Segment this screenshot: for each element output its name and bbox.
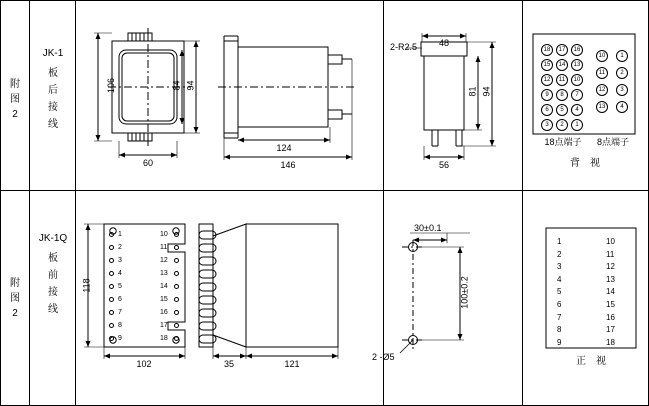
row1-dim-81: 81 [467,86,478,97]
terminal-circle: 2 [616,67,628,79]
row1-dim-106: 106 [106,77,117,94]
terminal-dot [109,271,114,276]
terminal-circle: 17 [556,44,568,56]
terminal-dot [174,232,179,237]
row2-view-caption: 正 视 [576,356,606,367]
terminal-dot [109,232,114,237]
grid-line-col4 [522,0,523,406]
row2-dim-121: 121 [284,359,300,369]
terminal-dot [109,323,114,328]
row1-dim-56: 56 [438,160,449,170]
panel-terminal-number: 10 [606,237,615,246]
terminal-number: 9 [118,335,122,342]
row2-dim-100: 100±0.2 [459,276,470,309]
terminal-circle: 12 [541,74,553,86]
terminal-circle: 3 [616,84,628,96]
terminal-circle: 4 [571,104,583,116]
grid-line-col3 [383,0,384,406]
terminal-circle: 4 [616,101,628,113]
panel-terminal-number: 3 [557,262,562,272]
terminal-number: 11 [160,244,168,251]
terminal-dot [109,245,114,250]
panel-terminal-number: 7 [557,312,562,322]
row1-desc-1: 板 [48,68,58,79]
row1-dim-94: 94 [185,80,196,91]
panel-terminal-number: 2 [557,249,562,259]
terminal-circle: 12 [596,84,608,96]
terminal-circle: 2 [556,119,568,131]
terminal-circle: 1 [571,119,583,131]
terminal-circle: 14 [556,59,568,71]
row1-model-label: JK-1 [42,48,64,59]
terminal-number: 17 [160,322,168,329]
terminal-number: 5 [118,283,122,290]
panel-terminal-number: 15 [606,300,615,309]
panel-terminal-number: 18 [606,337,615,347]
row2-figure-label-3: 2 [12,308,18,319]
terminal-number: 10 [160,231,168,238]
grid-line-top [0,0,649,1]
row2-desc-4: 线 [48,304,58,315]
panel-terminal-number: 16 [606,312,615,322]
panel-terminal-number: 17 [606,325,615,335]
terminal-number: 3 [118,257,122,264]
row1-figure-label-3: 2 [12,109,18,120]
terminal-circle: 9 [541,89,553,101]
terminal-circle: 10 [596,50,608,62]
terminal-circle: 7 [571,89,583,101]
row2-hole-note: 2 -Ø5 [372,352,395,362]
panel-terminal-number: 8 [557,325,562,335]
terminal-dot [109,297,114,302]
terminal-dot [174,258,179,263]
row1-figure-label-1: 附 [10,79,20,90]
panel-terminal-number: 14 [606,287,615,297]
terminal-circle: 18 [541,44,553,56]
panel-terminal-number: 12 [606,262,615,272]
row1-view-caption: 背 视 [570,158,600,169]
terminal-circle: 6 [541,104,553,116]
terminal-number: 14 [160,283,168,290]
terminal-dot [174,336,179,341]
panel-terminal-number: 1 [557,237,562,246]
terminal-dot [109,258,114,263]
panel-terminal-number: 5 [557,287,562,297]
terminal-number: 2 [118,244,122,251]
terminal-circle: 1 [616,50,628,62]
terminal-number: 12 [160,257,168,264]
terminal-number: 16 [160,309,168,316]
terminal-dot [174,284,179,289]
grid-line-middle [0,190,649,191]
terminal-number: 7 [118,309,122,316]
row2-figure-label-2: 图 [10,293,20,304]
row1-dim-124: 124 [276,143,292,153]
row2-model-label: JK-1Q [38,233,68,244]
grid-line-left [0,0,1,406]
row2-dim-30: 30±0.1 [414,223,442,233]
row1-terminal-caption-8: 8点端子 [596,137,629,147]
row1-desc-4: 线 [48,119,58,130]
terminal-dot [174,323,179,328]
terminal-circle: 5 [556,104,568,116]
terminal-number: 4 [118,270,122,277]
grid-line-col1 [29,0,30,406]
terminal-number: 13 [160,270,168,277]
row2-desc-2: 前 [48,270,58,281]
terminal-circle: 8 [556,89,568,101]
row1-radius-note: 2-R2.5 [390,42,418,52]
row2-dim-35: 35 [223,359,234,369]
terminal-circle: 11 [596,67,608,79]
terminal-circle: 11 [556,74,568,86]
terminal-number: 15 [160,296,168,303]
row1-desc-3: 接 [48,102,58,113]
terminal-circle: 15 [541,59,553,71]
terminal-dot [109,310,114,315]
terminal-circle: 10 [571,74,583,86]
terminal-circle: 13 [596,101,608,113]
terminal-dot [174,297,179,302]
terminal-dot [174,271,179,276]
terminal-number: 18 [160,335,168,342]
row2-desc-1: 板 [48,253,58,264]
row1-terminal-caption-18: 18点端子 [544,137,582,147]
panel-terminal-number: 6 [557,300,562,309]
terminal-circle: 16 [571,44,583,56]
row2-dim-118: 118 [81,278,92,293]
grid-line-col2 [75,0,76,406]
row1-dim-146: 146 [280,160,296,170]
terminal-number: 6 [118,296,122,303]
terminal-dot [174,310,179,315]
terminal-dot [174,245,179,250]
row1-dim-84: 84 [171,80,182,91]
row1-figure-label-2: 图 [10,94,20,105]
terminal-circle: 3 [541,119,553,131]
panel-terminal-number: 13 [606,274,615,284]
terminal-dot [109,336,114,341]
panel-terminal-number: 4 [557,274,562,284]
terminal-dot [109,284,114,289]
row1-dim-94b: 94 [481,86,492,97]
panel-terminal-number: 11 [606,249,615,259]
row2-figure-label-1: 附 [10,278,20,289]
panel-terminal-number: 9 [557,337,562,347]
row2-desc-3: 接 [48,287,58,298]
row1-desc-2: 后 [48,85,58,96]
terminal-circle: 13 [571,59,583,71]
row1-dim-60: 60 [142,158,153,168]
terminal-number: 8 [118,322,122,329]
row2-dim-102: 102 [136,359,152,369]
terminal-number: 1 [118,231,122,238]
row1-dim-48: 48 [438,38,449,48]
